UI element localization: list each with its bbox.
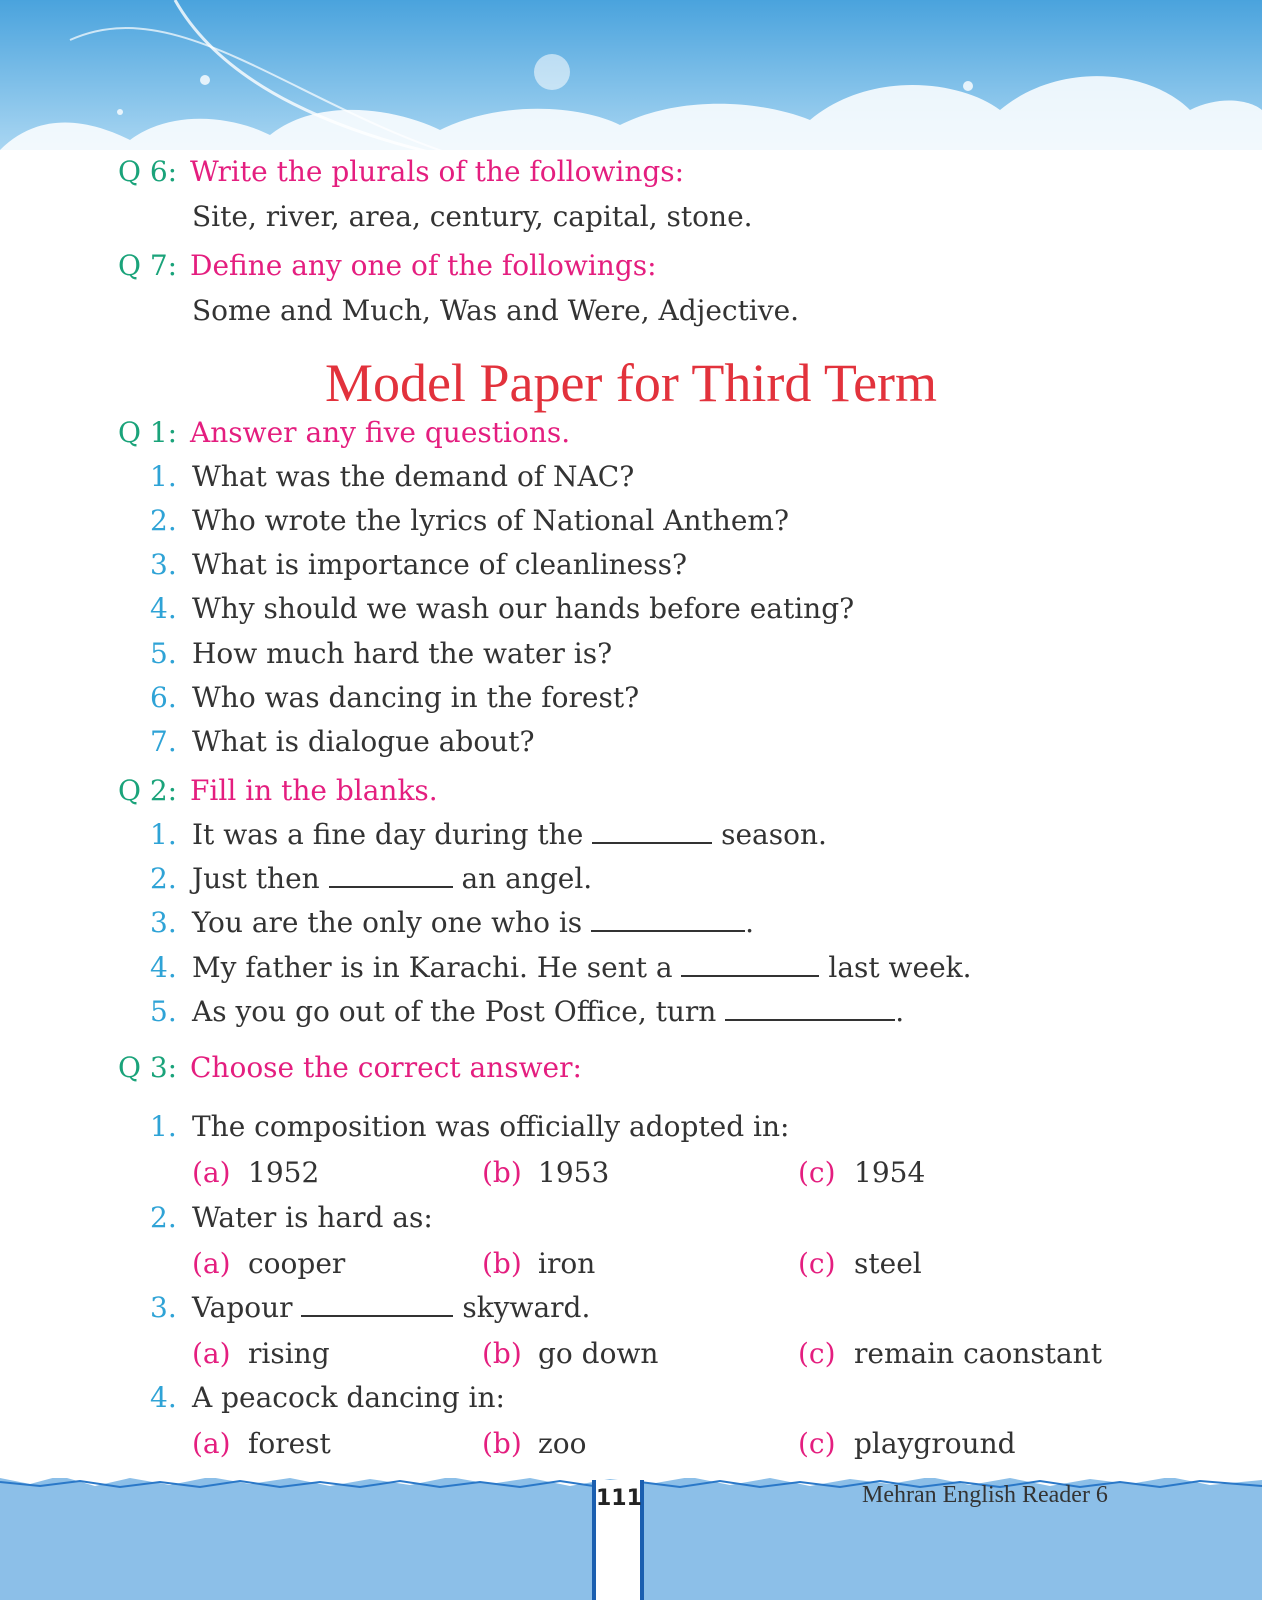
item-number: 4. [150, 1381, 177, 1414]
question-prompt: Choose the correct answer: [190, 1051, 582, 1084]
mcq-item [150, 1290, 590, 1326]
answer-blank[interactable] [591, 906, 745, 932]
option-label: (b) [482, 1156, 522, 1189]
question-2-heading [118, 773, 438, 809]
item-text: Water is hard as: [192, 1201, 433, 1234]
option-value: 1954 [854, 1156, 926, 1189]
page-number-tab [592, 1480, 644, 1600]
question-1-heading [118, 415, 570, 451]
option-value: cooper [248, 1247, 346, 1280]
item-text: What is dialogue about? [192, 725, 535, 758]
item-number: 3. [150, 548, 177, 581]
item-text: How much hard the water is? [192, 637, 613, 670]
option-b[interactable] [482, 1246, 595, 1282]
option-c[interactable] [798, 1426, 1016, 1462]
option-a[interactable] [192, 1246, 345, 1282]
item-number: 2. [150, 504, 177, 537]
option-value: go down [538, 1337, 659, 1370]
item-text-before: As you go out of the Post Office, turn [192, 995, 717, 1028]
option-c[interactable] [798, 1336, 1102, 1372]
item-number: 3. [150, 906, 177, 939]
question-number: Q 7: [118, 249, 178, 282]
book-title: Mehran English Reader 6 [862, 1482, 1108, 1508]
answer-blank[interactable] [301, 1291, 453, 1317]
option-value: forest [248, 1427, 331, 1460]
item-number: 7. [150, 725, 177, 758]
option-label: (b) [482, 1247, 522, 1280]
item-number: 3. [150, 1291, 177, 1324]
item-text: The composition was officially adopted in: [192, 1110, 790, 1143]
item-number: 5. [150, 995, 177, 1028]
item-text-before: My father is in Karachi. He sent a [192, 951, 673, 984]
fill-blank-item [150, 905, 754, 941]
question-7-body: Some and Much, Was and Were, Adjective. [192, 294, 800, 327]
question-3-heading [118, 1050, 582, 1086]
option-b[interactable] [482, 1336, 658, 1372]
mcq-item [150, 1200, 433, 1236]
item-text-after: skyward. [462, 1291, 591, 1324]
page-title: Model Paper for Third Term [324, 353, 938, 413]
item-number: 4. [150, 592, 177, 625]
option-label: (a) [192, 1247, 231, 1280]
answer-blank[interactable] [592, 818, 712, 844]
option-label: (c) [798, 1156, 836, 1189]
option-value: zoo [538, 1427, 587, 1460]
fill-blank-item [150, 861, 592, 897]
item-text-before: Just then [192, 862, 320, 895]
option-value: playground [854, 1427, 1016, 1460]
option-a[interactable] [192, 1336, 330, 1372]
item-text: A peacock dancing in: [192, 1381, 505, 1414]
fill-blank-item [150, 950, 972, 986]
question-number: Q 2: [118, 774, 178, 807]
item-text: Who was dancing in the forest? [192, 681, 640, 714]
question-prompt: Fill in the blanks. [190, 774, 438, 807]
option-value: remain caonstant [854, 1337, 1102, 1370]
question-number: Q 6: [118, 155, 178, 188]
option-a[interactable] [192, 1426, 331, 1462]
question-prompt: Write the plurals of the followings: [190, 155, 685, 188]
page-number: 111 [596, 1486, 642, 1511]
item-text-after: season. [721, 818, 827, 851]
item-number: 1. [150, 1110, 177, 1143]
list-item [150, 636, 612, 672]
fill-blank-item [150, 817, 827, 853]
list-item [150, 680, 639, 716]
item-text-after: . [895, 995, 905, 1028]
list-item [150, 503, 789, 539]
question-number: Q 3: [118, 1051, 178, 1084]
option-c[interactable] [798, 1246, 922, 1282]
item-number: 2. [150, 862, 177, 895]
item-number: 4. [150, 951, 177, 984]
item-text: Who wrote the lyrics of National Anthem? [192, 504, 789, 537]
item-text-before: Vapour [192, 1291, 293, 1324]
option-label: (c) [798, 1247, 836, 1280]
question-number: Q 1: [118, 416, 178, 449]
item-text: Why should we wash our hands before eating? [192, 592, 855, 625]
option-label: (c) [798, 1427, 836, 1460]
option-label: (b) [482, 1427, 522, 1460]
list-item [150, 724, 534, 760]
option-row [192, 1336, 1192, 1372]
option-value: 1952 [248, 1156, 320, 1189]
item-text-after: . [745, 906, 754, 939]
item-text: What was the demand of NAC? [192, 460, 635, 493]
question-prompt: Answer any five questions. [190, 416, 571, 449]
answer-blank[interactable] [681, 951, 819, 977]
option-value: rising [248, 1337, 330, 1370]
option-row [192, 1246, 1192, 1282]
item-number: 5. [150, 637, 177, 670]
list-item [150, 547, 687, 583]
item-number: 1. [150, 460, 177, 493]
option-value: iron [538, 1247, 596, 1280]
list-item [150, 591, 854, 627]
item-number: 1. [150, 818, 177, 851]
mcq-item [150, 1380, 505, 1416]
fill-blank-item [150, 994, 904, 1030]
option-label: (a) [192, 1156, 231, 1189]
option-row [192, 1155, 1192, 1191]
item-number: 2. [150, 1201, 177, 1234]
option-label: (c) [798, 1337, 836, 1370]
item-text-after: an angel. [461, 862, 593, 895]
option-value: steel [854, 1247, 922, 1280]
option-b[interactable] [482, 1426, 586, 1462]
item-text: What is importance of cleanliness? [192, 548, 688, 581]
list-item [150, 459, 634, 495]
option-value: 1953 [538, 1156, 610, 1189]
option-b[interactable] [482, 1155, 609, 1191]
option-a[interactable] [192, 1155, 319, 1191]
item-number: 6. [150, 681, 177, 714]
question-6-heading [118, 154, 684, 190]
question-7-heading [118, 248, 657, 284]
item-text-before: It was a fine day during the [192, 818, 584, 851]
answer-blank[interactable] [725, 995, 895, 1021]
item-text-after: last week. [828, 951, 972, 984]
option-label: (b) [482, 1337, 522, 1370]
option-label: (a) [192, 1337, 231, 1370]
answer-blank[interactable] [329, 862, 453, 888]
option-c[interactable] [798, 1155, 925, 1191]
mcq-item [150, 1109, 789, 1145]
option-label: (a) [192, 1427, 231, 1460]
item-text-before: You are the only one who is [192, 906, 583, 939]
question-prompt: Define any one of the followings: [190, 249, 657, 282]
option-row [192, 1426, 1192, 1462]
question-6-body: Site, river, area, century, capital, stone. [192, 200, 753, 233]
